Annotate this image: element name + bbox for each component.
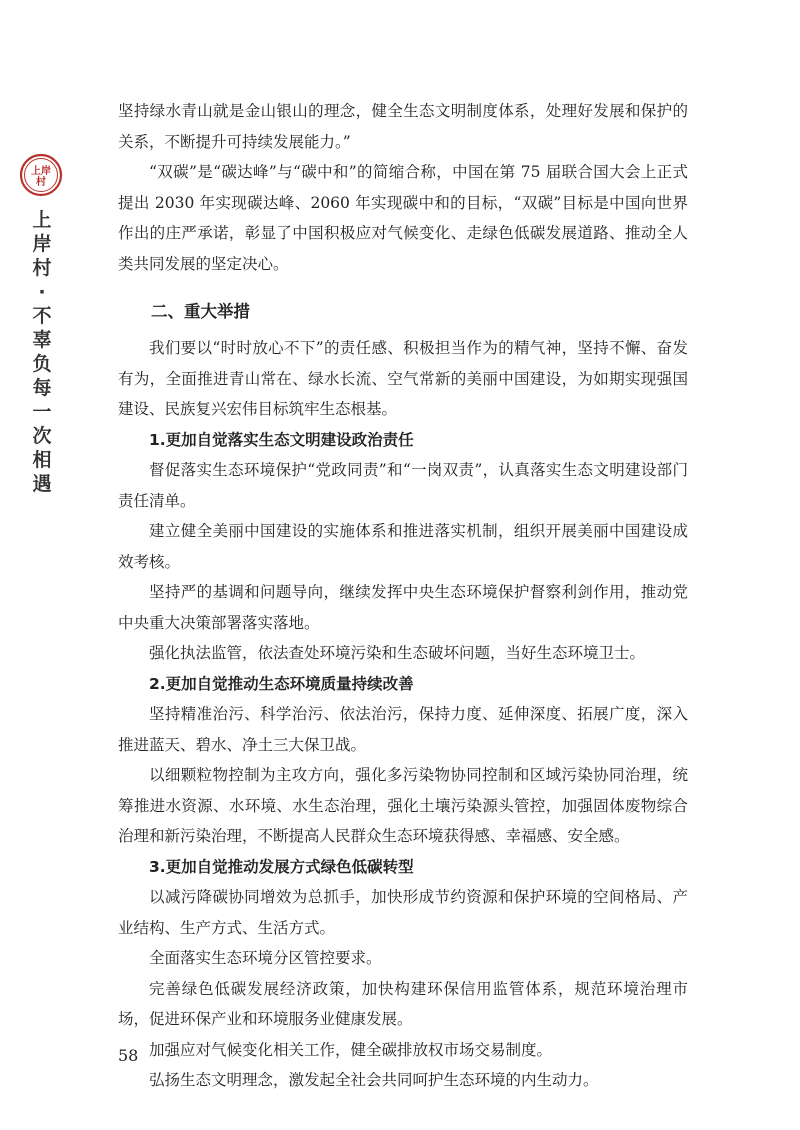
paragraph: 全面落实生态环境分区管控要求。 — [149, 949, 382, 967]
paragraph: 加强应对气候变化相关工作，健全碳排放权市场交易制度。 — [149, 1040, 553, 1059]
paragraph: 坚持绿水青山就是金山银山的理念，健全生态文明制度体系，处理好发展和保护的关系，不断提升可持续发展能力。” — [118, 102, 688, 151]
section-heading: 二、重大举措 — [151, 302, 250, 321]
paragraph: 以细颗粒物控制为主攻方向，强化多污染物协同控制和区域污染协同治理，统筹推进水资源、水环境、水生态治理，强化土壤污染源头管控，加强固体废物综合治理和新污染治理，不断提高人民群众生态环境获得感、幸福感、安全感。 — [118, 766, 688, 845]
paragraph: “双碳”是“碳达峰”与“碳中和”的简缩合称，中国在第 75 届联合国大会上正式提出 2030 年实现碳达峰、2060 年实现碳中和的目标，“双碳”目标是中国向世界作出的庄严承诺，彰显了中国积极应对气候变化、走绿色低碳发展道路、推动全人类共同发展的坚定决心。 — [118, 163, 688, 273]
subsection-heading: 3.更加自觉推动发展方式绿色低碳转型 — [149, 857, 414, 876]
subsection-heading: 2.更加自觉推动生态环境质量持续改善 — [149, 674, 414, 693]
paragraph: 建立健全美丽中国建设的实施体系和推进落实机制，组织开展美丽中国建设成效考核。 — [118, 522, 688, 571]
paragraph: 督促落实生态环境保护“党政同责”和“一岗双责”，认真落实生态文明建设部门责任清单。 — [118, 461, 688, 510]
page-body — [118, 96, 688, 1096]
paragraph: 我们要以“时时放心不下”的责任感、积极担当作为的精气神，坚持不懈、奋发有为，全面推进青山常在、绿水长流、空气常新的美丽中国建设，为如期实现强国建设、民族复兴宏伟目标筑牢生态根基。 — [118, 339, 688, 418]
page-number: 58 — [118, 1046, 139, 1065]
paragraph: 坚持严的基调和问题导向，继续发挥中央生态环境保护督察利剑作用，推动党中央重大决策部署落实落地。 — [118, 583, 688, 632]
paragraph: 完善绿色低碳发展经济政策，加快构建环保信用监管体系，规范环境治理市场，促进环保产业和环境服务业健康发展。 — [118, 979, 688, 1028]
paragraph: 弘扬生态文明理念，激发起全社会共同呵护生态环境的内生动力。 — [149, 1071, 599, 1089]
paragraph: 强化执法监管，依法查处环境污染和生态破坏问题，当好生态环境卫士。 — [149, 644, 646, 662]
seal-emblem-icon — [18, 152, 64, 198]
subsection-heading: 1.更加自觉落实生态文明建设政治责任 — [149, 430, 414, 449]
svg-text:村: 村 — [36, 177, 46, 188]
svg-text:上岸: 上岸 — [31, 166, 51, 177]
vertical-book-title: 上岸村·不辜负每一次相遇 — [32, 209, 52, 495]
paragraph: 坚持精准治污、科学治污、依法治污，保持力度、延伸深度、拓展广度，深入推进蓝天、碧水、净土三大保卫战。 — [118, 705, 688, 754]
paragraph: 以减污降碳协同增效为总抓手，加快形成节约资源和保护环境的空间格局、产业结构、生产方式、生活方式。 — [118, 888, 688, 937]
